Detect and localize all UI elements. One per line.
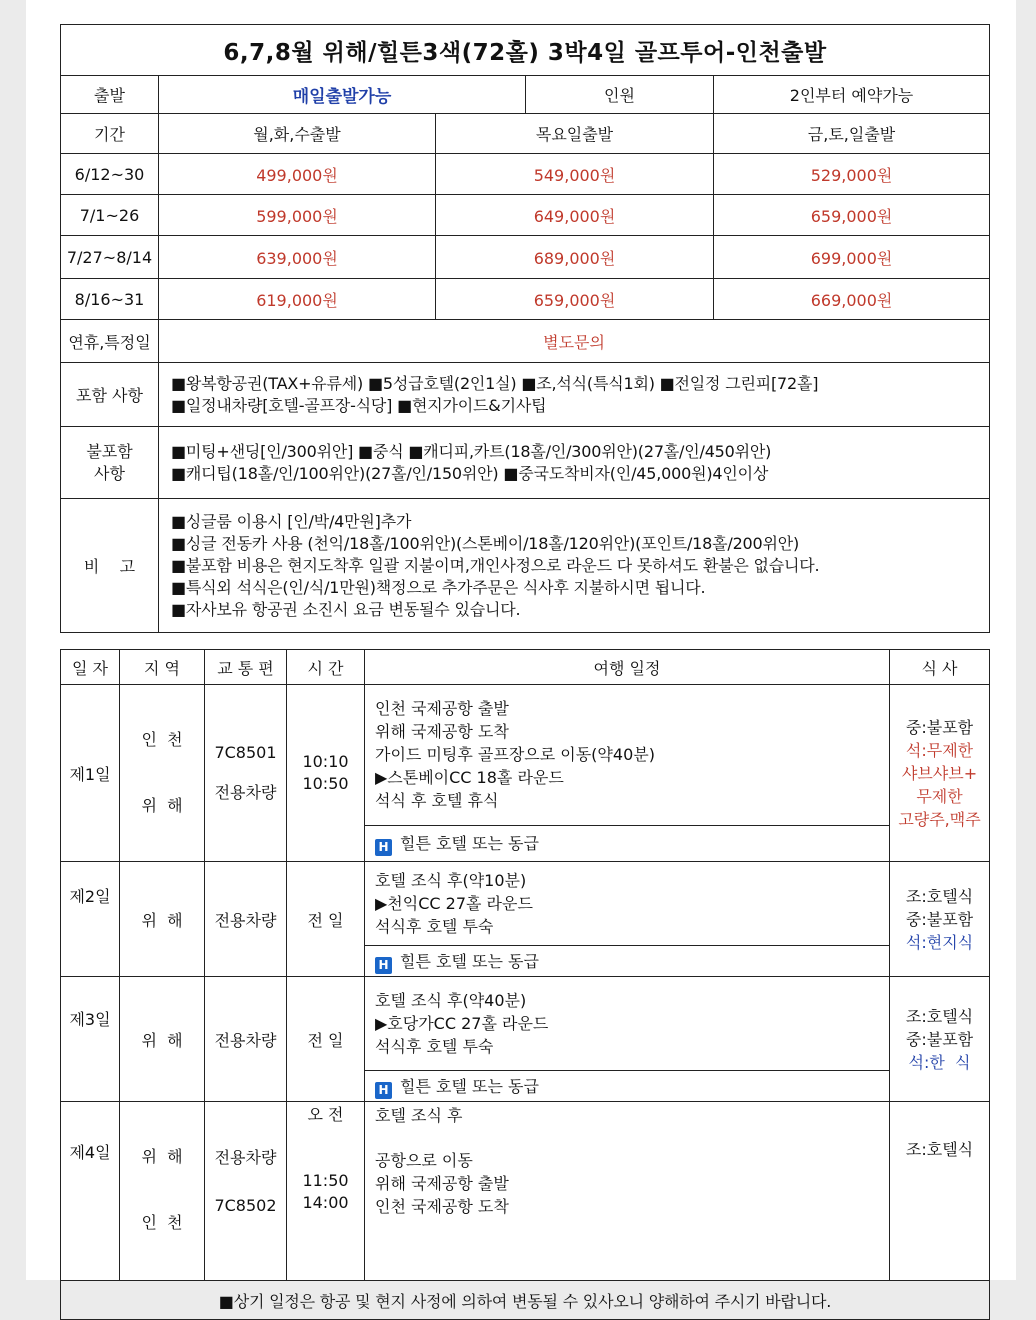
- time-line: 10:50: [302, 774, 349, 793]
- hotel-name: 힐튼 호텔 또는 동급: [400, 1076, 539, 1096]
- activity-line: 인천 국제공항 출발: [375, 699, 509, 719]
- people-label: 인원: [526, 76, 714, 114]
- col-header-fri-sun: 금,토,일출발: [714, 114, 990, 154]
- flight-number: 7C8501: [214, 743, 277, 762]
- holiday-value: 별도문의: [159, 320, 990, 363]
- price-table: [60, 24, 990, 633]
- activity-line: ▶천익CC 27홀 라운드: [375, 894, 533, 913]
- region-line: 위 해: [141, 1147, 183, 1166]
- excluded-label-line: 사항: [94, 463, 125, 483]
- region-line: 위 해: [141, 796, 183, 815]
- hotel-name: 힐튼 호텔 또는 동급: [400, 951, 539, 971]
- meal-line: 중:불포함: [905, 717, 974, 737]
- meal-line: 샤브샤브+: [901, 763, 978, 783]
- header-meal: 식 사: [890, 650, 990, 685]
- depart-label: 출발: [61, 76, 159, 114]
- price-period: 7/1~26: [61, 195, 159, 236]
- meal-line: 중:불포함: [905, 1029, 974, 1049]
- price-mon-wed: 619,000원: [159, 279, 436, 320]
- flight-number: 7C8502: [214, 1196, 277, 1215]
- price-row: [61, 279, 990, 320]
- day-region: 위 해: [120, 862, 205, 977]
- header-time: 시 간: [287, 650, 365, 685]
- col-header-mon-wed: 월,화,수출발: [159, 114, 436, 154]
- activity-line: 석식후 호텔 투숙: [375, 917, 494, 936]
- day-label: 제2일: [61, 862, 120, 977]
- meal-line: 고량주,맥주: [898, 809, 981, 829]
- price-thu: 689,000원: [436, 236, 714, 279]
- price-row: [61, 195, 990, 236]
- meal-line: 석:한 식: [908, 1052, 971, 1072]
- itinerary-table: [60, 649, 990, 1320]
- hotel-name: 힐튼 호텔 또는 동급: [400, 833, 539, 853]
- activity-line: 가이드 미팅후 골프장으로 이동(약40분): [375, 745, 655, 765]
- price-row: [61, 236, 990, 279]
- day-row: [61, 862, 990, 946]
- included-line: ■왕복항공권(TAX+유류세) ■5성급호텔(2인1실) ■조,석식(특식1회) ■전일정 그린피[72홀]: [171, 373, 819, 393]
- activity-line: 호텔 조식 후(약40분): [375, 991, 527, 1010]
- price-period: 8/16~31: [61, 279, 159, 320]
- day-time: [287, 685, 365, 862]
- page-title: 6,7,8월 위해/힐튼3색(72홀) 3박4일 골프투어-인천출발: [61, 25, 990, 76]
- col-header-thu: 목요일출발: [436, 114, 714, 154]
- region-line: 인 천: [141, 1213, 183, 1232]
- remarks-line: ■싱글룸 이용시 [인/박/4만원]추가: [171, 511, 412, 531]
- price-fri-sun: 699,000원: [714, 236, 990, 279]
- remarks-line: ■싱글 전동카 사용 (천익/18홀/100위안)(스톤베이/18홀/120위안)(포인트/18홀/200위안): [171, 533, 800, 553]
- activity-list: [365, 685, 890, 826]
- hotel-cell: [365, 946, 890, 977]
- price-fri-sun: 529,000원: [714, 154, 990, 195]
- header-transport: 교 통 편: [205, 650, 287, 685]
- activity-line: 석식 후 호텔 휴식: [375, 791, 499, 811]
- day-row: [61, 1102, 990, 1281]
- period-header: 기간: [61, 114, 159, 154]
- meal-line: 조:호텔식: [905, 1140, 974, 1159]
- time-line: 11:50: [302, 1171, 349, 1190]
- day-meals: [890, 862, 990, 977]
- excluded-label-line: 불포함: [86, 441, 133, 461]
- day-label: 제4일: [61, 1102, 120, 1281]
- activity-line: 인천 국제공항 도착: [375, 1197, 509, 1216]
- transport-line: 전용차량: [214, 783, 277, 802]
- day-meals: [890, 1102, 990, 1281]
- day-transport: 전용차량: [205, 862, 287, 977]
- day-transport: 전용차량: [205, 977, 287, 1102]
- remarks-label: 비 고: [61, 499, 159, 633]
- excluded-label: [61, 427, 159, 499]
- activity-line: 호텔 조식 후(약10분): [375, 871, 527, 890]
- activity-list: [365, 977, 890, 1071]
- day-time: 전 일: [287, 862, 365, 977]
- time-line: 오 전: [307, 1105, 344, 1124]
- day-region: [120, 685, 205, 862]
- day-meals: [890, 977, 990, 1102]
- remarks-list: [159, 499, 990, 633]
- hotel-cell: [365, 1071, 890, 1102]
- day-transport: [205, 685, 287, 862]
- day-label: 제3일: [61, 977, 120, 1102]
- price-period: 7/27~8/14: [61, 236, 159, 279]
- day-region: 위 해: [120, 977, 205, 1102]
- time-line: 10:10: [302, 752, 349, 771]
- day-row: [61, 685, 990, 826]
- document-sheet: [26, 0, 1016, 1311]
- remarks-line: ■자사보유 항공권 소진시 요금 변동될수 있습니다.: [171, 599, 521, 619]
- activity-line: 석식후 호텔 투숙: [375, 1037, 494, 1056]
- activity-line: 호텔 조식 후: [375, 1106, 463, 1125]
- price-thu: 659,000원: [436, 279, 714, 320]
- included-line: ■일정내차량[호텔-골프장-식당] ■현지가이드&기사팁: [171, 395, 547, 415]
- day-row: [61, 977, 990, 1071]
- remarks-line: ■불포함 비용은 현지도착후 일괄 지불이며,개인사정으로 라운드 다 못하셔도 환불은 없습니다.: [171, 555, 820, 575]
- price-fri-sun: 659,000원: [714, 195, 990, 236]
- meal-line: 석:무제한: [905, 740, 974, 760]
- day-label: 제1일: [61, 685, 120, 862]
- day-meals: [890, 685, 990, 862]
- excluded-list: [159, 427, 990, 499]
- activity-line: 공항으로 이동: [375, 1151, 473, 1170]
- excluded-line: ■캐디팁(18홀/인/100위안)(27홀/인/150위안) ■중국도착비자(인/45,000원)4인이상: [171, 463, 769, 483]
- header-region: 지 역: [120, 650, 205, 685]
- header-itinerary: 여행 일정: [365, 650, 890, 685]
- price-mon-wed: 599,000원: [159, 195, 436, 236]
- meal-line: 조:호텔식: [905, 1006, 974, 1026]
- depart-value: 매일출발가능: [159, 76, 526, 114]
- day-time: 전 일: [287, 977, 365, 1102]
- activity-line: ▶스톤베이CC 18홀 라운드: [375, 768, 564, 788]
- meal-line: 무제한: [916, 786, 963, 806]
- meal-line: 석:현지식: [905, 932, 974, 952]
- excluded-line: ■미팅+샌딩[인/300위안] ■중식 ■캐디피,카트(18홀/인/300위안)(27홀/인/450위안): [171, 441, 772, 461]
- hotel-icon: H: [375, 839, 392, 856]
- price-mon-wed: 639,000원: [159, 236, 436, 279]
- price-period: 6/12~30: [61, 154, 159, 195]
- activity-line: 위해 국제공항 도착: [375, 722, 509, 742]
- hotel-icon: H: [375, 957, 392, 974]
- price-fri-sun: 669,000원: [714, 279, 990, 320]
- price-thu: 549,000원: [436, 154, 714, 195]
- activity-line: 위해 국제공항 출발: [375, 1174, 509, 1193]
- hotel-cell: [365, 825, 890, 861]
- remarks-line: ■특식외 석식은(인/식/1만원)책정으로 추가주문은 식사후 지불하시면 됩니다.: [171, 577, 706, 597]
- meal-line: 조:호텔식: [905, 886, 974, 906]
- day-region: [120, 1102, 205, 1281]
- hotel-icon: H: [375, 1082, 392, 1099]
- header-day: 일 자: [61, 650, 120, 685]
- meal-line: 중:불포함: [905, 909, 974, 929]
- transport-line: 전용차량: [214, 1148, 277, 1167]
- price-row: [61, 154, 990, 195]
- day-time: [287, 1102, 365, 1281]
- people-value: 2인부터 예약가능: [714, 76, 990, 114]
- price-mon-wed: 499,000원: [159, 154, 436, 195]
- activity-list: [365, 1102, 890, 1281]
- price-thu: 649,000원: [436, 195, 714, 236]
- included-list: [159, 363, 990, 427]
- region-line: 인 천: [141, 730, 183, 749]
- activity-line: ▶호당가CC 27홀 라운드: [375, 1014, 549, 1033]
- holiday-label: 연휴,특정일: [61, 320, 159, 363]
- schedule-notice: ■상기 일정은 항공 및 현지 사정에 의하여 변동될 수 있사오니 양해하여 주시기 바랍니다.: [61, 1281, 990, 1320]
- day-transport: [205, 1102, 287, 1281]
- time-line: 14:00: [302, 1193, 349, 1212]
- included-label: 포함 사항: [61, 363, 159, 427]
- activity-list: [365, 862, 890, 946]
